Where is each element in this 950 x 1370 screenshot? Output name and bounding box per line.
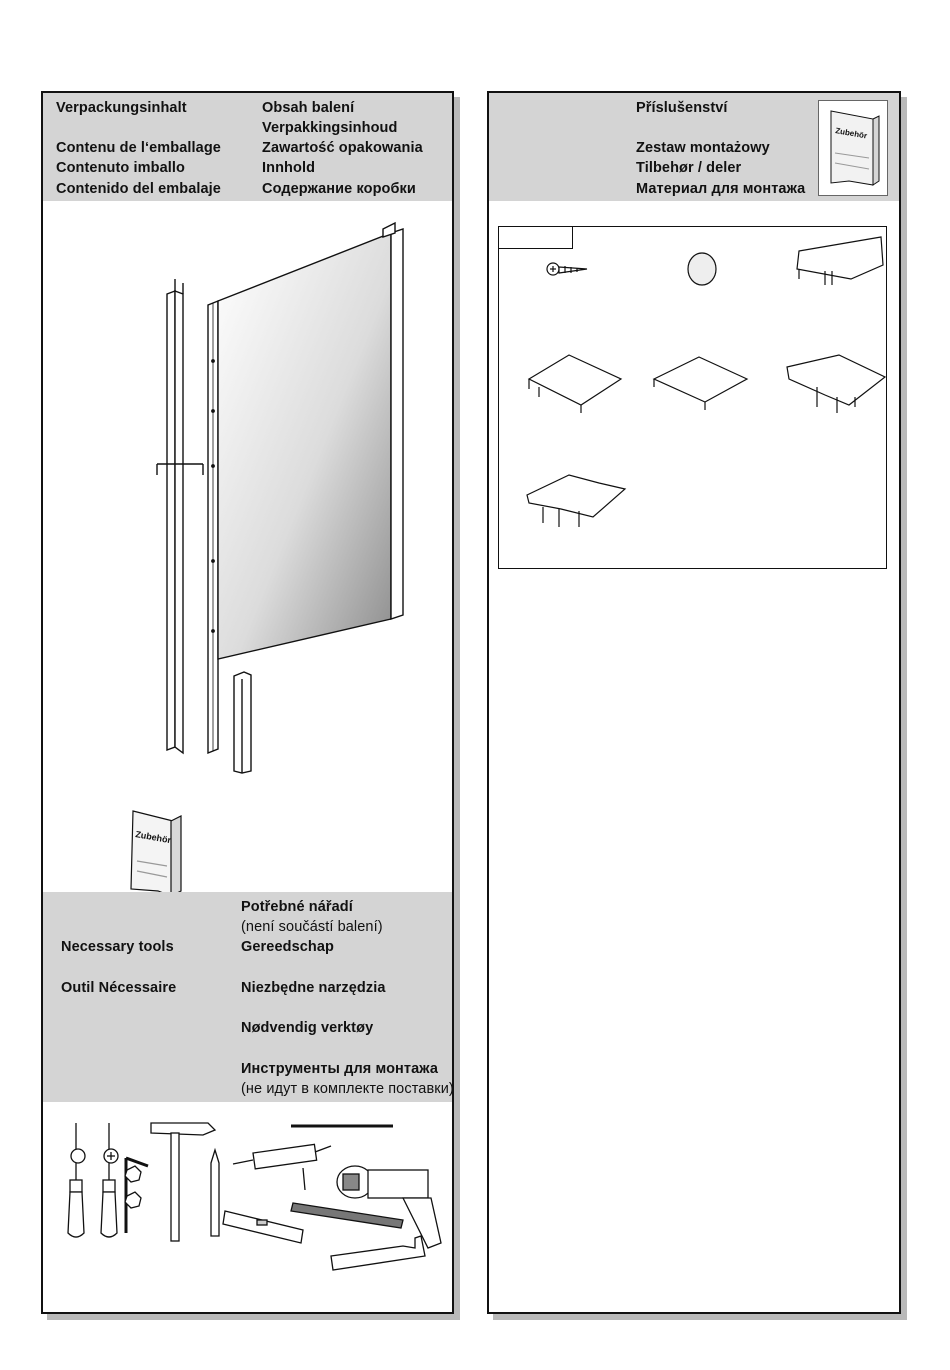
power-drill-icon bbox=[337, 1166, 441, 1248]
pencil-icon bbox=[211, 1150, 219, 1236]
hex-key-icon bbox=[125, 1158, 148, 1233]
phillips-screwdriver-icon bbox=[101, 1123, 118, 1237]
contents-header bbox=[43, 93, 452, 201]
spirit-level-icon bbox=[223, 1211, 303, 1243]
contents-label-nl: Verpakkingsinhoud bbox=[262, 120, 398, 136]
contents-label-cz: Obsah balení bbox=[262, 100, 355, 116]
hammer-icon bbox=[151, 1123, 215, 1241]
ruler-icon bbox=[291, 1203, 403, 1228]
end-cap-icon bbox=[529, 355, 621, 413]
accessories-panel bbox=[487, 91, 901, 1314]
contents-label-es: Contenido del embalaje bbox=[56, 181, 221, 197]
hacksaw-icon bbox=[331, 1236, 425, 1270]
tools-label-en: Necessary tools bbox=[61, 939, 174, 955]
accessories-label-pl: Zestaw montażowy bbox=[636, 140, 770, 156]
shower-panel-illustration bbox=[43, 201, 452, 1001]
end-cap-icon bbox=[797, 237, 883, 285]
slotted-screwdriver-icon bbox=[68, 1123, 85, 1237]
tools-label-fr: Outil Nécessaire bbox=[61, 980, 177, 996]
contents-label-it: Contenuto imballo bbox=[56, 160, 185, 176]
corner-cap-icon bbox=[527, 475, 625, 527]
tools-label-cz: Potřebné nářadí bbox=[241, 899, 353, 915]
accessories-label-ru: Материал для монтажа bbox=[636, 181, 806, 197]
tools-note-ru: (не идут в комплекте поставки) bbox=[241, 1081, 454, 1097]
corner-cap-icon bbox=[787, 355, 885, 413]
short-profile bbox=[234, 672, 251, 773]
tools-label-ru: Инструменты для монтажа bbox=[241, 1061, 438, 1077]
accessories-header bbox=[489, 93, 899, 201]
accessories-bag-icon bbox=[131, 811, 181, 896]
accessories-label-no: Tilbehør / deler bbox=[636, 160, 742, 176]
tools-label-pl: Niezbędne narzędzia bbox=[241, 980, 386, 996]
contents-label-no: Innhold bbox=[262, 160, 316, 176]
contents-label-de: Verpackungsinhalt bbox=[56, 100, 187, 116]
contents-label-pl: Zawartość opakowania bbox=[262, 140, 423, 156]
accessories-bag-thumbnail bbox=[818, 100, 888, 196]
cover-cap-icon bbox=[688, 253, 716, 285]
tools-header bbox=[43, 892, 452, 1102]
bag-label: Zubehör bbox=[134, 829, 172, 846]
end-cap-icon bbox=[654, 357, 747, 410]
tools-illustration bbox=[43, 1108, 452, 1308]
caulking-gun-icon bbox=[233, 1144, 331, 1190]
bag-thumb-label: Zubehör bbox=[834, 126, 868, 141]
packaging-contents-panel bbox=[41, 91, 454, 1314]
tools-label-nl: Gereedschap bbox=[241, 939, 334, 955]
accessories-label-cz: Příslušenství bbox=[636, 100, 728, 116]
screw-icon bbox=[547, 263, 587, 275]
wall-profile bbox=[157, 279, 203, 753]
parts-box bbox=[498, 226, 887, 569]
glass-panel bbox=[208, 223, 403, 753]
tools-note-cz: (není součástí balení) bbox=[241, 919, 383, 935]
contents-label-ru: Содержание коробки bbox=[262, 181, 416, 197]
contents-label-fr: Contenu de l‘emballage bbox=[56, 140, 221, 156]
tools-label-no: Nødvendig verktøy bbox=[241, 1020, 374, 1036]
